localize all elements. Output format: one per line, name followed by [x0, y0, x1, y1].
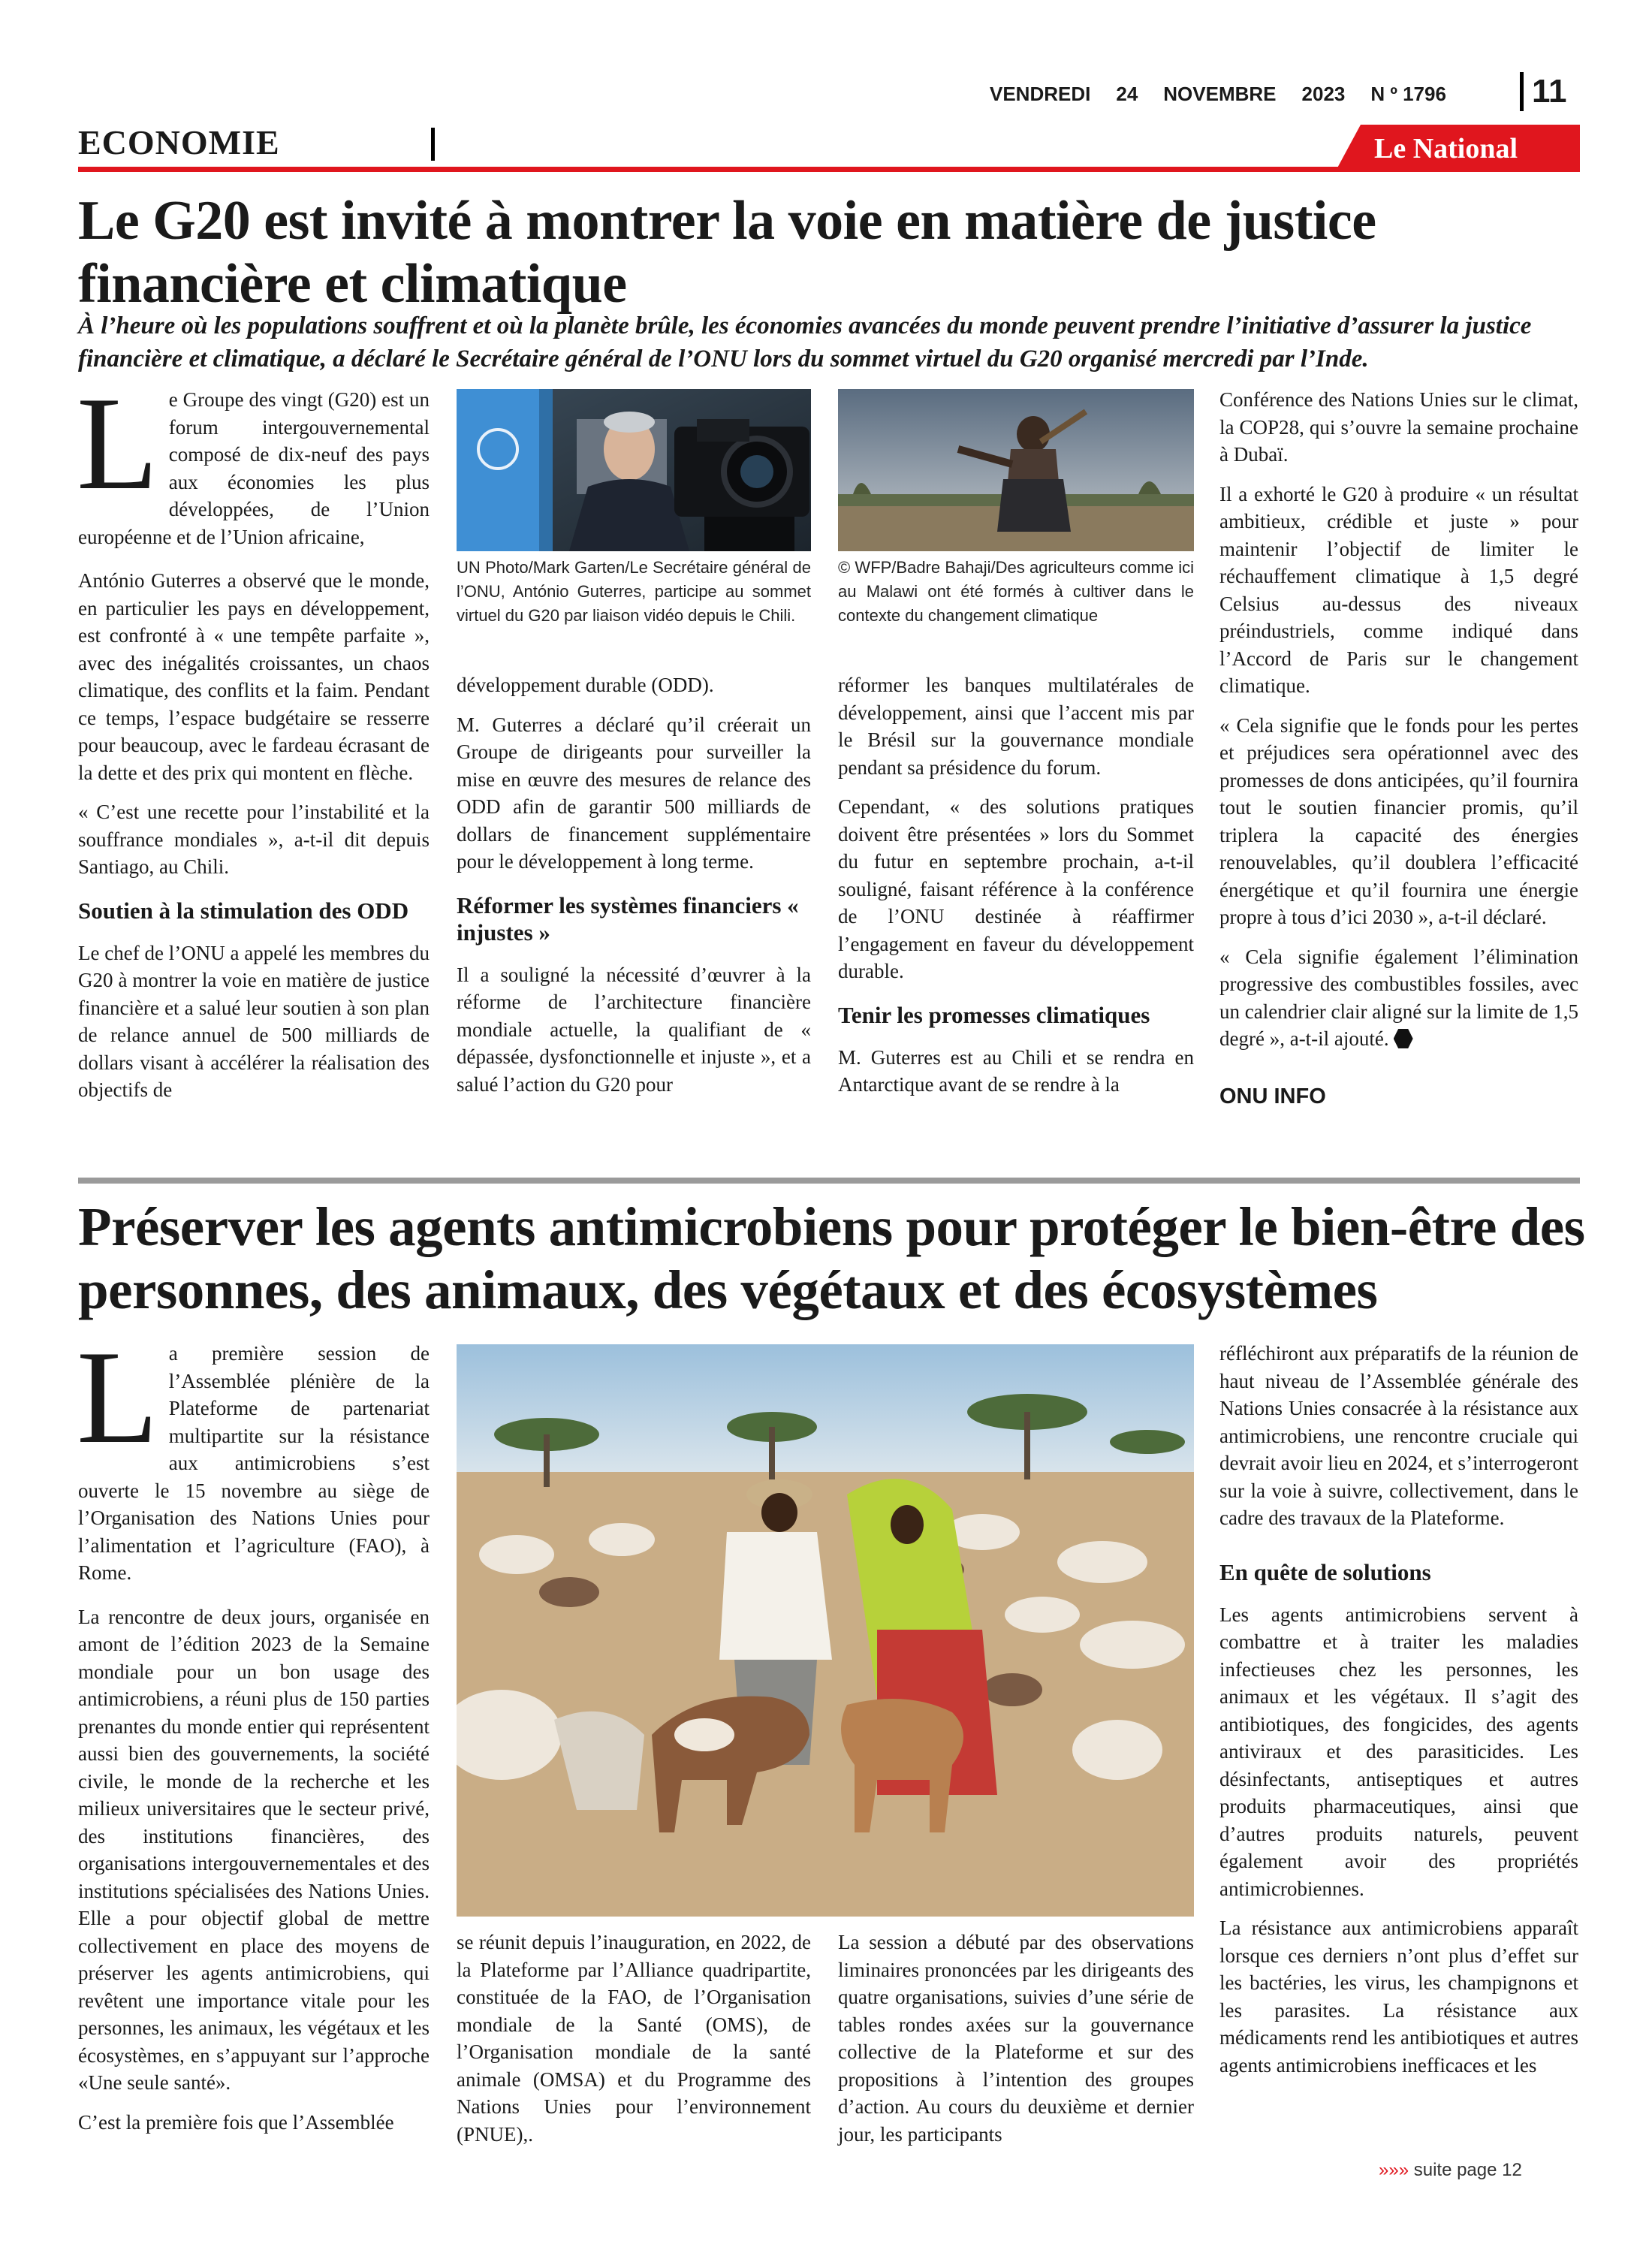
article1-col3-p2: Cependant, « des solutions pratiques doivent être présentées » lors du Sommet du futur en septembre prochain, a-t-il souligné, faisant référence à la conférence de l’ONU destinée à réaffirmer l’engagement en faveur du développement durable. [838, 795, 1194, 982]
article1-col2-p2: M. Guterres a déclaré qu’il créerait un Groupe de dirigeants pour surveiller la mise en œuvre des mesures de relance des ODD afin de garantir 500 milliards de dollars de financement supplémentaire pour le développement à long terme. [457, 713, 811, 873]
article1-subhead-3: Tenir les promesses climatiques [838, 1001, 1150, 1028]
article1-column-2 [457, 671, 811, 1110]
article1-col3-p1: réformer les banques multilatérales de développement, ainsi que l’accent mis par le Brésil sur la gouvernance mondiale pendant sa présidence du forum. [838, 674, 1194, 779]
article2-column-3 [838, 1929, 1194, 2160]
header-day: VENDREDI [990, 83, 1091, 105]
article2-col1-p3: C’est la première fois que l’Assemblée [78, 2110, 394, 2134]
article1-col1-p1: e Groupe des vingt (G20) est un forum intergouvernemental composé de dix-neuf des pays aux économies les plus développées, de l’Union européenne et de l’Union africaine, [78, 388, 430, 548]
article1-col1-p4: Le chef de l’ONU a appelé les membres du G20 à montrer la voie en matière de justice financière et a salué leur soutien à son plan de relance annuel de 500 milliards de dollars visant à accélérer la réalisation des objectifs de [78, 941, 430, 1101]
article1-subhead-2: Réformer les systèmes financiers « injustes » [457, 891, 799, 946]
article2-column-2 [457, 1929, 811, 2160]
article1-col4-p4: « Cela signifie également l’élimination progressive des combustibles fossiles, avec un calendrier clair aligné sur la limite de 1,5 degré », a-t-il ajouté. [1219, 945, 1578, 1050]
page-number-separator [1520, 72, 1524, 111]
article1-col1-p2: António Guterres a observé que le monde, en particulier les pays en développement, est confronté à « une tempête parfaite », avec des inégalités croissantes, un chaos climatique, des conflits et la faim. Pendant ce temps, l’espace budgétaire se resserre pour beaucoup, avec le fardeau écrasant de la dette et des prix qui montent en flèche. [78, 569, 430, 784]
article2-col4-p2: Les agents antimicrobiens servent à combattre et à traiter les maladies infectieuses chez les personnes, les animaux et les végétaux. Il s’agit des antibiotiques, des fongicides, des agents antiviraux et des parasiticides. Les désinfectants, antiseptiques et autres produits pharmaceutiques, ainsi que d’autres produits naturels, peuvent également avoir des propriétés antimicrobiennes. [1219, 1603, 1578, 1900]
article2-column-4 [1219, 1340, 1578, 2091]
article1-photo-farmer [838, 389, 1194, 551]
page-number: 11 [1532, 73, 1567, 110]
article2-col2-p1: se réunit depuis l’inauguration, en 2022, de la Plateforme par l’Alliance quadripartite, constituée de la FAO, de l’Organisation mondiale de la Santé (OMS), de l’Organisation mondiale de la santé animale (OMSA) et du Programme des Nations Unies pour l’environnement (PNUE),. [457, 1931, 811, 2146]
continuation-arrows: »»» [1379, 2160, 1409, 2180]
article1-photo1-caption: UN Photo/Mark Garten/Le Secrétaire général de l’ONU, António Guterres, participe au sommet virtuel du G20 par liaison vidéo depuis le Chili. [457, 558, 811, 625]
header-year: 2023 [1301, 83, 1346, 105]
article1-col3-p3: M. Guterres est au Chili et se rendra en Antarctique avant de se rendre à la [838, 1045, 1194, 1096]
article2-col1-p1: a première session de l’Assemblée plénière de la Plateforme de partenariat multipartite sur la résistance aux antimicrobiens s’est ouverte le 15 novembre au siège de l’Organisation des Nations Unies pour l’alimentation et l’agriculture (FAO), à Rome. [78, 1342, 430, 1584]
article1-lede: À l’heure où les populations souffrent et où la planète brûle, les économies avancées du monde peuvent prendre l’initiative d’assurer la justice financière et climatique, a déclaré le Secrétaire général de l’ONU lors du sommet virtuel du G20 organisé mercredi par l’Inde. [78, 312, 1532, 372]
article1-column-4 [1219, 386, 1578, 1122]
brand-name: Le National [1374, 133, 1518, 164]
article2-col1-p2: La rencontre de deux jours, organisée en amont de l’édition 2023 de la Semaine mondiale pour un bon usage des antimicrobiens, a réuni plus de 150 parties prenantes du monde entier qui représentent aussi bien des gouvernements, la société civile, le monde de la recherche et les milieux universitaires que le secteur privé, des institutions financières, des organisations intergouvernementales et des institutions spécialisées des Nations Unies. Elle a pour objectif global de mettre collectivement en place des moyens de préserver les agents antimicrobiens, qui revêtent une importance vitale pour les personnes, les animaux, les végétaux et les écosystèmes, en s’appuyant sur l’approche «Une seule santé». [78, 1605, 430, 2094]
article1-title: Le G20 est invité à montrer la voie en matière de justice financière et climatique [78, 190, 1376, 315]
article2-subhead-1: En quête de solutions [1219, 1558, 1431, 1585]
section-separator [431, 128, 435, 161]
article2-title: Préserver les agents antimicrobiens pour protéger le bien-être des personnes, des animaux, des végétaux et des écosystèmes [78, 1196, 1585, 1320]
article2-photo-livestock [457, 1344, 1194, 1917]
article1-col4-p1: Conférence des Nations Unies sur le climat, la COP28, qui s’ouvre la semaine prochaine à Dubaï. [1219, 388, 1578, 466]
section-label: ECONOMIE [78, 123, 280, 161]
article1-column-3 [838, 671, 1194, 1111]
article1-col1-p3: « C’est une recette pour l’instabilité et la souffrance mondiales », a-t-il dit depuis Santiago, au Chili. [78, 801, 430, 878]
continuation-label: suite page [1413, 2160, 1497, 2180]
article1-photo2-caption: © WFP/Badre Bahaji/Des agriculteurs comme ici au Malawi ont été formés à cultiver dans le contexte du changement climatique [838, 558, 1194, 625]
article2-column-1 [77, 1323, 430, 2148]
header-month: NOVEMBRE [1163, 83, 1277, 105]
article2-col3-p1: La session a débuté par des observations liminaires prononcées par les dirigeants des quatre organisations, suivies d’une série de tables rondes axées sur la gouvernance collective de la Plateforme et sur des propositions à l’intention des groupes d’action. Au cours du deuxième et dernier jour, les participants [838, 1931, 1194, 2146]
article1-col2-p3: Il a souligné la nécessité d’œuvrer à la réforme de l’architecture financière mondiale actuelle, la qualifiant de « dépassée, dysfonctionnelle et injuste », et a salué l’action du G20 pour [457, 963, 811, 1096]
article-divider [78, 1178, 1580, 1184]
article1-column-1 [77, 369, 430, 1116]
header-issue: N º 1796 [1370, 83, 1446, 105]
article1-dropcap: L [77, 369, 158, 517]
continuation-link[interactable] [1379, 2160, 1522, 2181]
article1-subhead-1: Soutien à la stimulation des ODD [78, 897, 409, 924]
article1-photo-guterres [457, 389, 811, 551]
article1-col4-p3: « Cela signifie que le fonds pour les pertes et préjudices sera opérationnel avec des promesses de dons anticipées, qu’il fournira tout le soutien financier promis, qu’il triplera la capacité des énergies renouvelables, qu’il doublera l’efficacité énergétique et qu’il fournira une énergie propre à tous d’ici 2030 », a-t-il déclaré. [1219, 713, 1578, 928]
article2-col4-p3: La résistance aux antimicrobiens apparaît lorsque ces derniers n’ont plus d’effet sur les bactéries, les virus, les champignons et les parasites. La résistance aux médicaments rend les antibiotiques et autres agents antimicrobiens inefficaces et les [1219, 1917, 1578, 2077]
article2-dropcap: L [77, 1323, 158, 1471]
issue-date-line [990, 83, 1515, 106]
article1-col2-p1: développement durable (ODD). [457, 674, 714, 696]
end-mark-icon [1394, 1029, 1413, 1048]
continuation-page: 12 [1502, 2160, 1522, 2180]
header-date-num: 24 [1116, 83, 1138, 105]
article1-byline: ONU INFO [1219, 1084, 1326, 1108]
article2-col4-p1: réfléchiront aux préparatifs de la réunion de haut niveau de l’Assemblée générale des Nations Unies consacrée à la résistance aux antimicrobiens, une rencontre cruciale qui devrait avoir lieu en 2024, et s’interrogeront sur la voie à suivre, collectivement, dans le cadre des travaux de la Plateforme. [1219, 1342, 1578, 1529]
article1-col4-p2: Il a exhorté le G20 à produire « un résultat ambitieux, crédible et juste » pour maintenir l’objectif de limiter le réchauffement climatique à 1,5 degré Celsius au-dessus des niveaux préindustriels, comme indiqué dans l’Accord de Paris sur le changement climatique. [1219, 482, 1578, 697]
